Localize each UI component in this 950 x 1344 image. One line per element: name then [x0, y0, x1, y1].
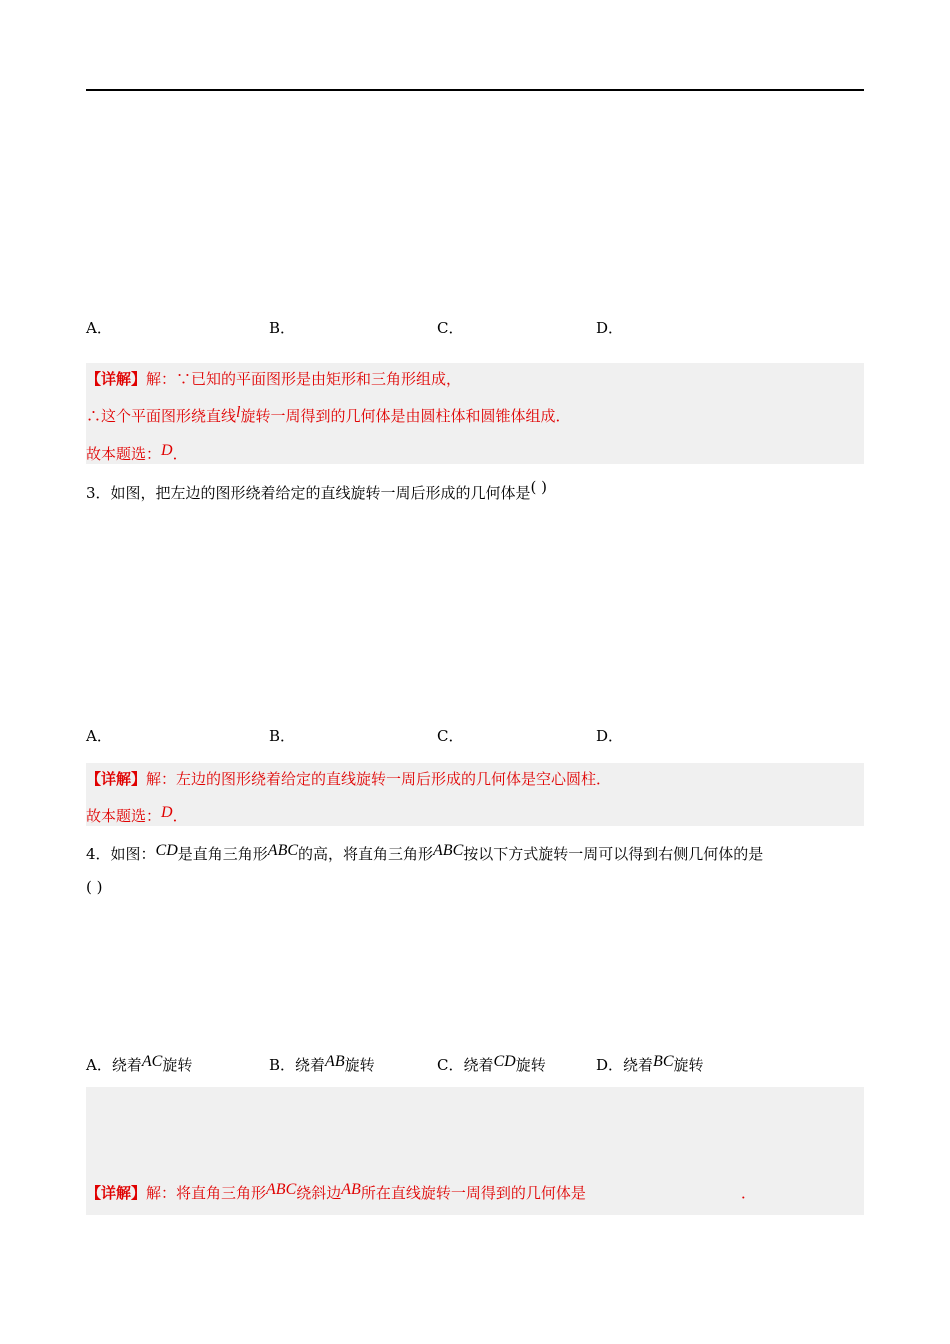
answer-text: 所在直线旋转一周得到的几何体是 [360, 1184, 586, 1202]
q3-option-a[interactable] [86, 726, 112, 746]
option-label: D． [596, 319, 624, 337]
option-text: 绕着 [623, 1056, 654, 1074]
option-label: B． [269, 727, 296, 745]
math-variable: ABC [266, 1181, 297, 1198]
q4-answer-line1 [86, 1183, 586, 1204]
math-variable: AB [341, 1181, 361, 1198]
answer-text: ． [172, 807, 188, 825]
math-variable: D [161, 804, 173, 821]
answer-text: 故本题选： [86, 445, 162, 463]
option-text: 旋转 [673, 1056, 704, 1074]
q2-option-a[interactable] [86, 318, 112, 338]
option-label: C． [437, 1056, 464, 1074]
q2-answer-line2 [86, 406, 570, 427]
answer-text: ． [741, 1184, 757, 1202]
answer-text: 解：∵已知的平面图形是由矩形和三角形组成， [146, 370, 462, 388]
q2-answer-line3 [86, 444, 188, 465]
question-text: 是直角三角形 [177, 845, 268, 863]
option-text: 绕着 [463, 1056, 494, 1074]
answer-text: 故本题选： [86, 807, 162, 825]
option-label: D． [596, 727, 624, 745]
q3-option-c[interactable] [437, 726, 463, 746]
math-variable: ABC [267, 842, 299, 859]
option-label: A． [86, 1056, 112, 1074]
option-text: 绕着 [111, 1056, 142, 1074]
math-variable: CD [493, 1053, 516, 1070]
answer-tag: 【详解】 [86, 370, 147, 388]
option-text: 旋转 [344, 1056, 375, 1074]
option-label: A． [86, 319, 112, 337]
answer-text: 解：将直角三角形 [146, 1184, 267, 1202]
math-variable: AC [141, 1053, 163, 1070]
option-label: C． [437, 319, 464, 337]
answer-tag: 【详解】 [86, 1184, 147, 1202]
math-variable: AB [325, 1053, 345, 1070]
q3-stem [86, 478, 548, 503]
q2-option-b[interactable] [269, 318, 295, 338]
answer-text: 旋转一周得到的几何体是由圆柱体和圆锥体组成． [240, 407, 571, 425]
q4-option-a[interactable] [86, 1055, 192, 1076]
option-text: 旋转 [515, 1056, 546, 1074]
answer-text: 绕斜边 [296, 1184, 342, 1202]
question-text: 的高，将直角三角形 [298, 845, 434, 863]
q4-option-c[interactable] [437, 1055, 546, 1076]
q4-answer-end [741, 1183, 756, 1203]
q2-option-d[interactable] [596, 318, 623, 338]
answer-paren: ( ) [530, 478, 548, 496]
math-variable: ABC [433, 842, 464, 859]
math-variable: D [161, 442, 173, 459]
math-variable: BC [653, 1053, 674, 1070]
answer-text: 解：左边的图形绕着给定的直线旋转一周后形成的几何体是空心圆柱． [146, 770, 612, 788]
q4-stem [86, 844, 763, 865]
option-label: D． [596, 1056, 624, 1074]
q4-paren [86, 877, 102, 897]
math-variable: l [236, 404, 241, 421]
answer-text: ． [172, 445, 188, 463]
question-text: 4．如图： [86, 845, 156, 863]
option-text: 旋转 [162, 1056, 193, 1074]
q4-option-d[interactable] [596, 1055, 704, 1076]
option-label: B． [269, 1056, 296, 1074]
answer-text: ∴这个平面图形绕直线 [86, 407, 237, 425]
question-text: 3．如图，把左边的图形绕着给定的直线旋转一周后形成的几何体是 [86, 484, 531, 502]
option-text: 绕着 [295, 1056, 326, 1074]
answer-tag: 【详解】 [86, 770, 147, 788]
q3-answer-line1 [86, 769, 611, 789]
option-label: B． [269, 319, 296, 337]
q2-option-c[interactable] [437, 318, 463, 338]
q3-option-b[interactable] [269, 726, 295, 746]
q3-option-d[interactable] [596, 726, 623, 746]
option-label: A． [86, 727, 112, 745]
q4-option-b[interactable] [269, 1055, 375, 1076]
q3-answer-line2 [86, 806, 188, 827]
option-label: C． [437, 727, 464, 745]
question-text: 按以下方式旋转一周可以得到右侧几何体的是 [463, 845, 764, 863]
q2-answer-line1 [86, 369, 461, 389]
answer-paren: ( ) [86, 878, 103, 896]
math-variable: CD [155, 842, 178, 859]
header-rule [86, 89, 864, 91]
